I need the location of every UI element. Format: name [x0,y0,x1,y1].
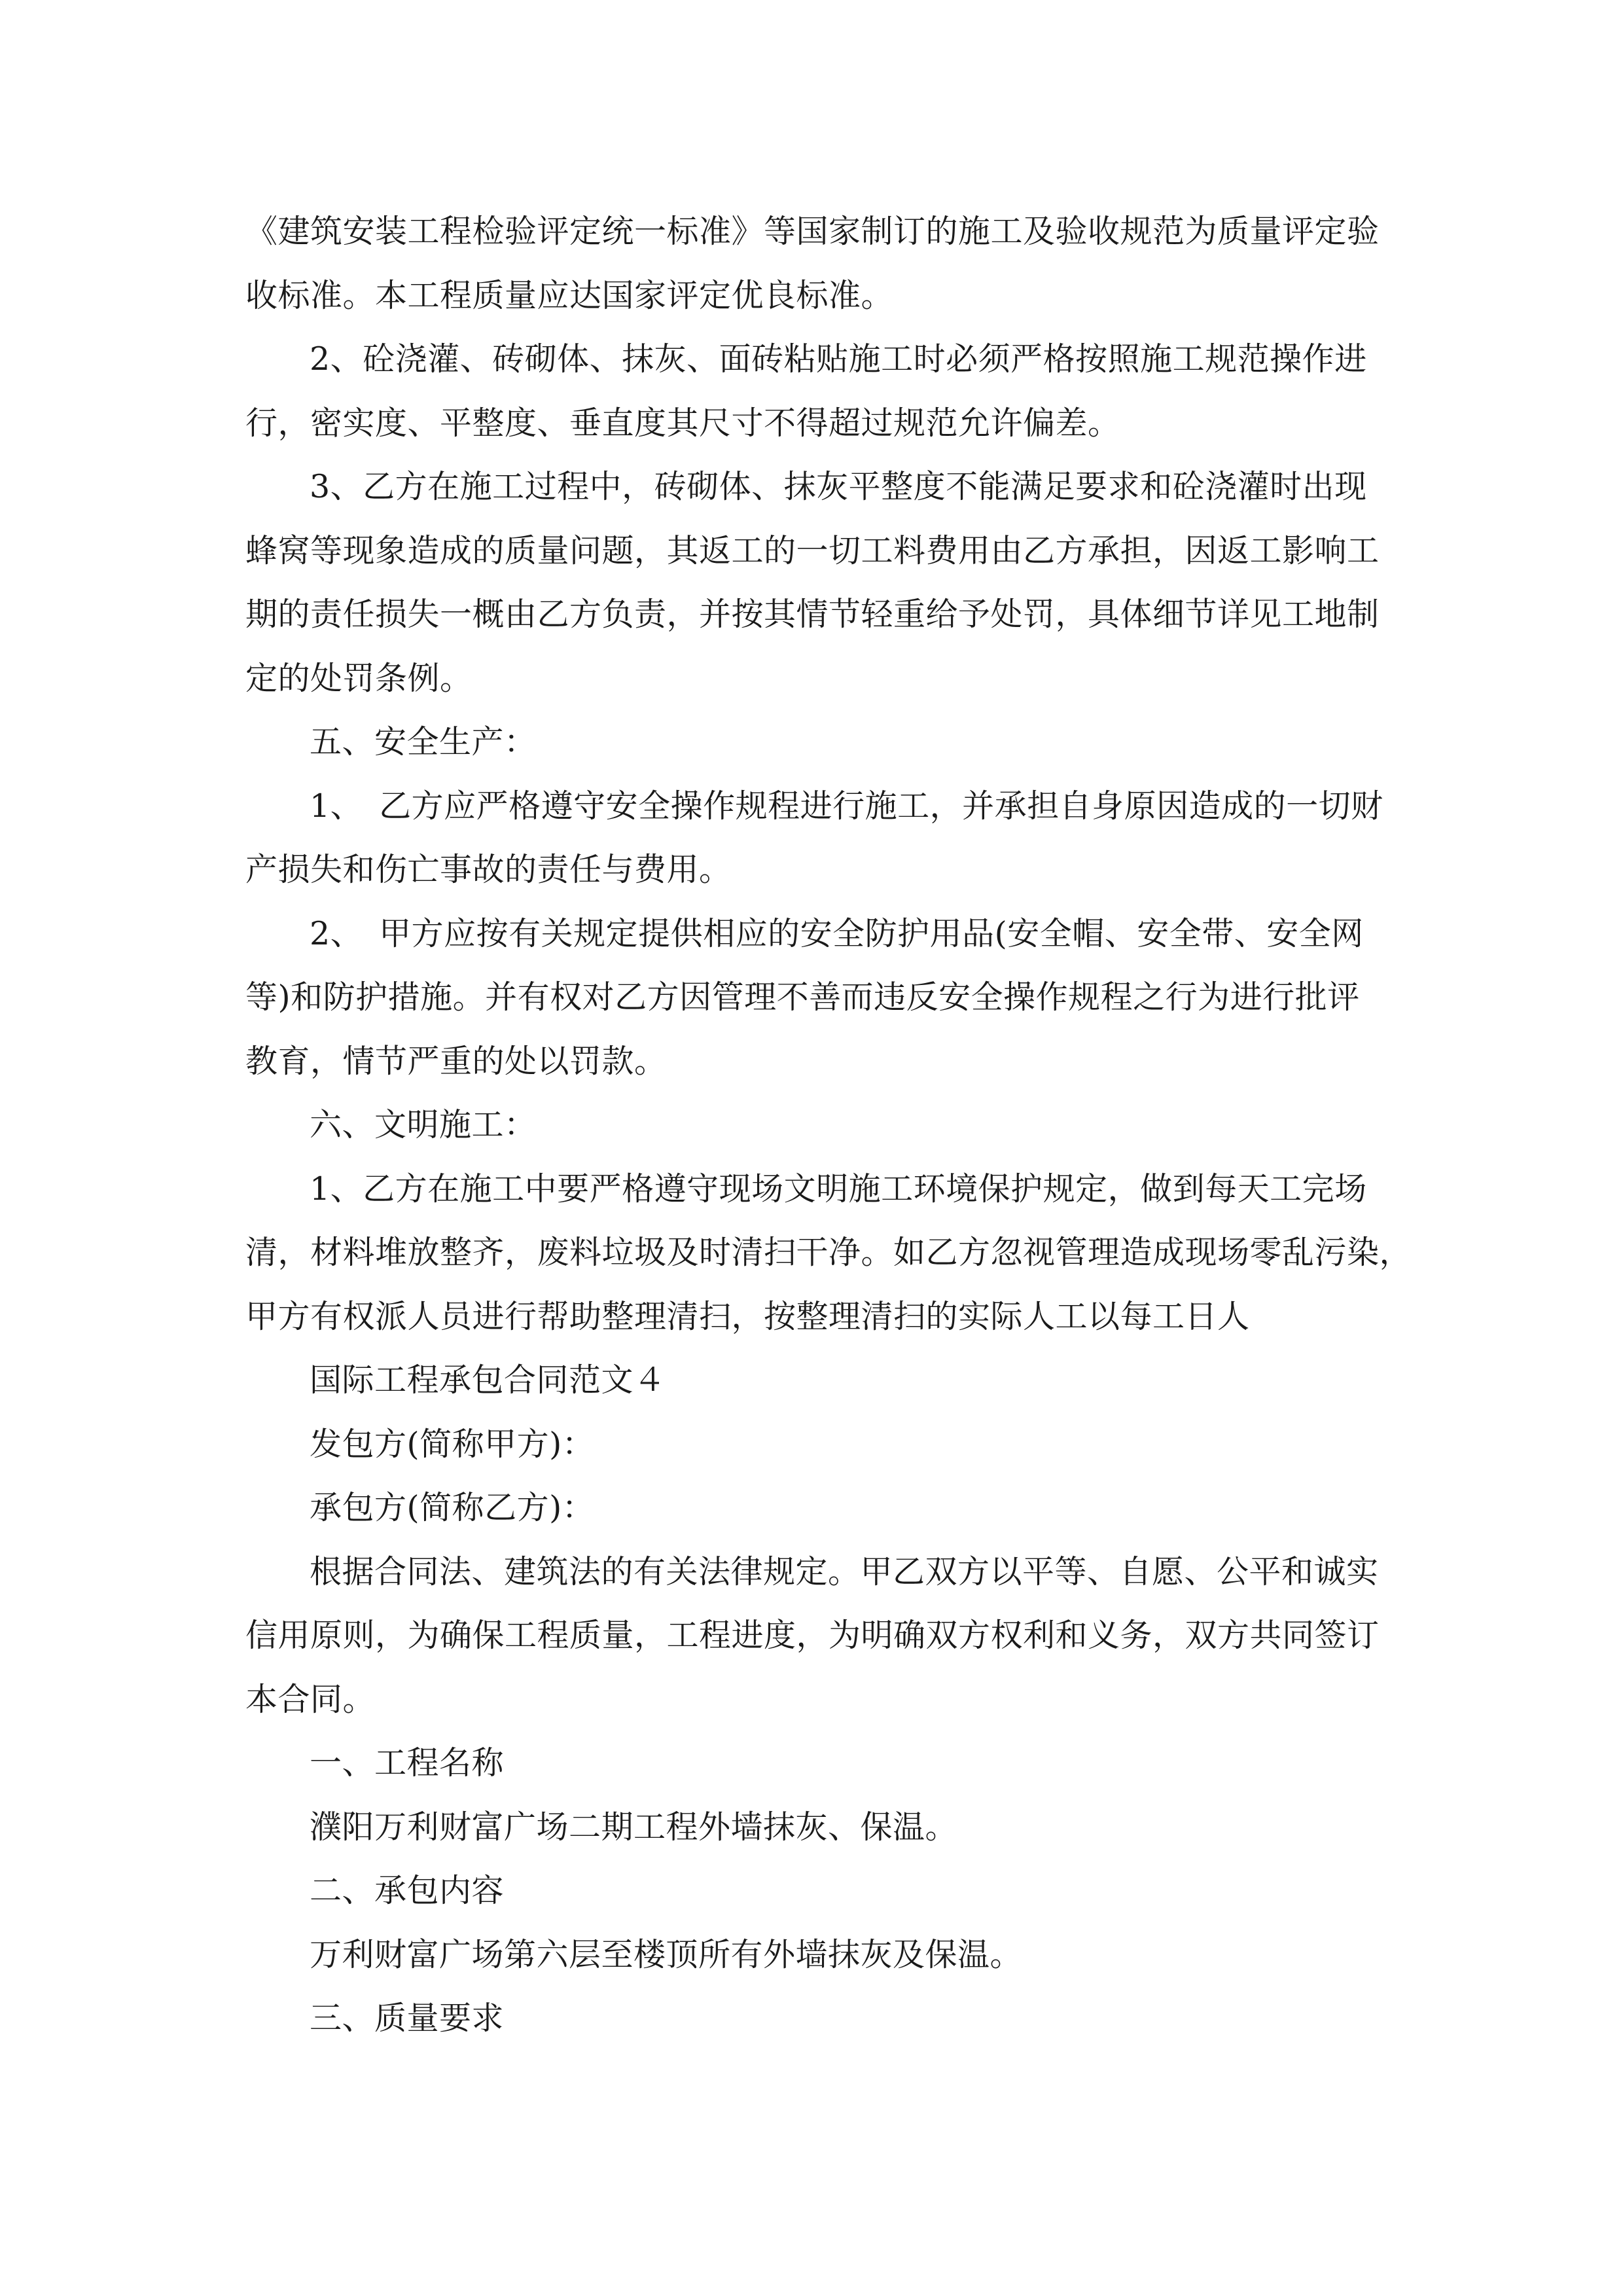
section-heading [245,1731,1378,1795]
text-line: 二、承包内容 [310,1872,505,1909]
paragraph [245,327,1378,455]
paragraph [245,200,1378,327]
text-line: 3、乙方在施工过程中，砖砌体、抹灰平整度不能满足要求和砼浇灌时出现 [310,468,1367,505]
text-line: 国际工程承包合同范文４ [310,1361,666,1399]
paragraph [245,1540,1378,1732]
text-line: 2、 甲方应按有关规定提供相应的安全防护用品(安全帽、安全带、安全网 [310,914,1364,952]
section-heading [245,710,1378,774]
text-line: 甲方有权派人员进行帮助整理清扫，按整理清扫的实际人工以每工日人 [245,1297,1250,1335]
text-line: 教育，情节严重的处以罚款。 [245,1042,667,1080]
party-line [245,1476,1378,1540]
section-heading [245,1859,1378,1923]
text-line: 2、砼浇灌、砖砌体、抹灰、面砖粘贴施工时必须严格按照施工规范操作进 [310,340,1367,378]
text-line: 行，密实度、平整度、垂直度其尺寸不得超过规范允许偏差。 [245,404,1120,442]
text-line: 五、安全生产： [310,723,537,761]
paragraph [245,902,1378,1094]
text-line: 《建筑安装工程检验评定统一标准》等国家制订的施工及验收规范为质量评定验 [245,213,1380,250]
text-line: 万利财富广场第六层至楼顶所有外墙抹灰及保温。 [310,1935,1023,1973]
document-body [245,200,1412,2051]
document-title [245,1348,1378,1412]
text-line: 承包方(简称乙方)： [310,1489,595,1526]
text-line: 六、文明施工： [310,1106,537,1143]
party-line [245,1412,1378,1477]
text-line: 根据合同法、建筑法的有关法律规定。甲乙双方以平等、自愿、公平和诚实 [310,1552,1379,1590]
paragraph [245,1923,1378,1987]
text-line: 收标准。本工程质量应达国家评定优良标准。 [245,276,894,314]
text-line: 清，材料堆放整齐，废料垃圾及时清扫干净。如乙方忽视管理造成现场零乱污染， [245,1234,1412,1271]
text-line: 产损失和伤亡事故的责任与费用。 [245,851,732,888]
text-line: 发包方(简称甲方)： [310,1425,595,1463]
text-line: 1、乙方在施工中要严格遵守现场文明施工环境保护规定，做到每天工完场 [310,1170,1367,1208]
text-line: 信用原则，为确保工程质量，工程进度，为明确双方权利和义务，双方共同签订 [245,1617,1380,1654]
paragraph [245,1157,1412,1349]
paragraph [245,1795,1378,1859]
section-heading [245,1093,1378,1157]
text-line: 濮阳万利财富广场二期工程外墙抹灰、保温。 [310,1808,958,1846]
text-line: 定的处罚条例。 [245,659,473,697]
text-line: 期的责任损失一概由乙方负责，并按其情节轻重给予处罚，具体细节详见工地制 [245,596,1380,633]
text-line: 蜂窝等现象造成的质量问题，其返工的一切工料费用由乙方承担，因返工影响工 [245,531,1380,569]
text-line: 等)和防护措施。并有权对乙方因管理不善而违反安全操作规程之行为进行批评 [245,978,1360,1016]
section-heading [245,1986,1378,2051]
text-line: 1、 乙方应严格遵守安全操作规程进行施工，并承担自身原因造成的一切财 [310,787,1383,825]
text-line: 一、工程名称 [310,1744,505,1782]
paragraph [245,455,1378,710]
text-line: 三、质量要求 [310,2000,505,2037]
paragraph [245,774,1383,902]
text-line: 本合同。 [245,1680,376,1718]
